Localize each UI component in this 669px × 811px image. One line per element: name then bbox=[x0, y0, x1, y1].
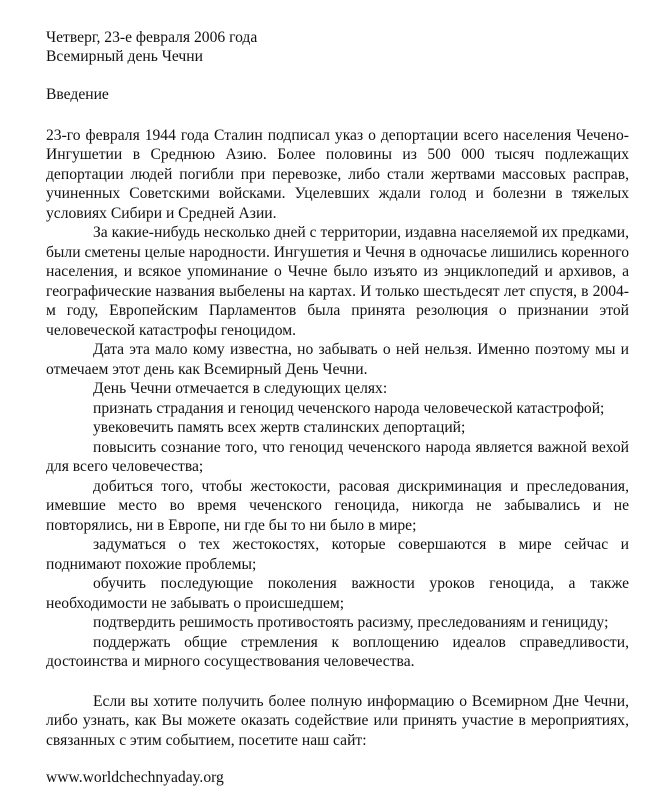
header-date: Четверг, 23-е февраля 2006 года bbox=[46, 29, 258, 46]
goal-item: добиться того, чтобы жестокости, расовая дискриминация и преследования, имевшие место во время чеченского геноцида, никогда не забывались и не повторялись, ни в Европе, ни где бы то ни было в мире; bbox=[46, 477, 629, 534]
goals-list bbox=[46, 399, 629, 672]
document-header bbox=[46, 28, 629, 66]
goal-item: повысить сознание того, что геноцид чеченского народа является важной вехой для всего человечества; bbox=[46, 438, 629, 476]
paragraph-erasure: За какие-нибудь несколько дней с территории, издавна населяемой их предками, были сметены целые народности. Ингушетия и Чечня в одночасье лишились коренного населения, и всякое упоминание о Чечне было изъято из энциклопедий и архивов, а географические названия выбелены на картах. И только шестьдесят лет спустя, в 2004-м году, Европейским Парламентов была принята резолюция о признании этой человеческой катастрофы геноцидом. bbox=[46, 224, 629, 339]
document-page bbox=[46, 28, 629, 788]
paragraph-goals-intro: День Чечни отмечается в следующих целях: bbox=[93, 380, 388, 398]
header-title: Всемирный день Чечни bbox=[46, 48, 203, 66]
document-body bbox=[46, 126, 629, 751]
goal-item: признать страдания и геноцид чеченского народа человеческой катастрофой; bbox=[93, 399, 605, 417]
goal-item: увековечить память всех жертв сталинских депортаций; bbox=[93, 419, 466, 437]
closing-paragraph: Если вы хотите получить более полную информацию о Всемирном Дне Чечни, либо узнать, как Вы можете оказать содействие или принять участие в мероприятиях, связанных с этим событием, посетите наш сайт: bbox=[46, 692, 629, 749]
website-link[interactable]: www.worldchechnyaday.org bbox=[46, 769, 224, 787]
intro-heading: Введение bbox=[46, 86, 109, 104]
paragraph-history: 23-го февраля 1944 года Сталин подписал указ о депортации всего населения Чечено-Ингушетии в Среднюю Азию. Более половины из 500 000 тысяч подлежащих депортации людей погибли при перевозке, либо стали жертвами массовых расправ, учиненных Советскими войсками. Уцелевших ждали голод и болезни в тяжелых условиях Сибири и Средней Азии. bbox=[46, 126, 629, 222]
paragraph-remembrance: Дата эта мало кому известна, но забывать о ней нельзя. Именно поэтому мы и отмечаем этот день как Всемирный День Чечни. bbox=[46, 341, 629, 378]
goal-item: обучить последующие поколения важности уроков геноцида, а также необходимости не забывать о происшедшем; bbox=[46, 575, 629, 612]
goal-item: задуматься о тех жестокостях, которые совершаются в мире сейчас и поднимают похожие проблемы; bbox=[46, 536, 629, 573]
goal-item: поддержать общие стремления к воплощению идеалов справедливости, достоинства и мирного сосуществования человечества. bbox=[46, 633, 629, 671]
goal-item: подтвердить решимость противостоять расизму, преследованиям и геницидy; bbox=[93, 614, 609, 632]
